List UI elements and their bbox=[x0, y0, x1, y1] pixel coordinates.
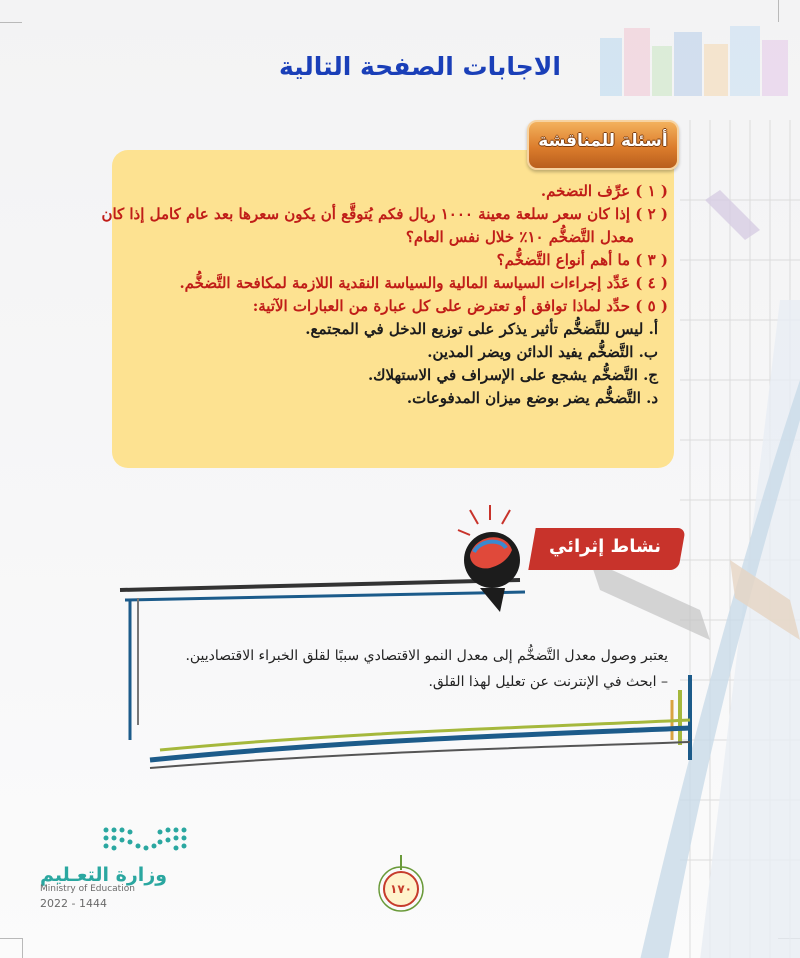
activity-line-1: يعتبر وصول معدل التَّضخُّم إلى معدل النمو الاقتصادي سببًا لقلق الخبراء الاقتصاديين. bbox=[185, 648, 668, 664]
discussion-questions bbox=[101, 180, 668, 410]
ministry-logo-icon bbox=[104, 828, 187, 851]
question-3: ( ٣ ) ما أهم أنواع التَّضخُّم؟ bbox=[496, 251, 668, 269]
question-4: ( ٤ ) عَدِّد إجراءات السياسة المالية والسياسة النقدية اللازمة لمكافحة التَّضخُّم. bbox=[179, 274, 668, 292]
discussion-heading-tab bbox=[527, 120, 679, 170]
statement-c: ج. التَّضخُّم يشجع على الإسراف في الاستهلاك. bbox=[367, 366, 658, 384]
discussion-heading: أسئلة للمناقشة bbox=[538, 131, 668, 151]
question-1: ( ١ ) عرِّف التضخم. bbox=[540, 182, 668, 200]
idea-head-icon bbox=[458, 505, 520, 612]
activity-line-2: – ابحث في الإنترنت عن تعليل لهذا القلق. bbox=[428, 674, 668, 690]
page-title: الاجابات الصفحة التالية bbox=[279, 52, 561, 81]
activity-heading: نشاط إثرائي bbox=[548, 536, 662, 557]
statement-b: ب. التَّضخُّم يفيد الدائن ويضر المدين. bbox=[427, 343, 658, 361]
ministry-year: 2022 - 1444 bbox=[40, 897, 107, 910]
activity-text bbox=[108, 643, 668, 695]
page-number: ١٧٠ bbox=[383, 871, 419, 907]
statement-d: د. التَّضخُّم يضر بوضع ميزان المدفوعات. bbox=[406, 389, 658, 407]
ministry-name-ar: وزارة التعـليم bbox=[40, 864, 168, 886]
ministry-name-en: Ministry of Education bbox=[40, 884, 135, 894]
statement-a: أ. ليس للتَّضخُّم تأثير يذكر على توزيع الدخل في المجتمع. bbox=[305, 320, 658, 338]
question-5: ( ٥ ) حدِّد لماذا توافق أو تعترض على كل عبارة من العبارات الآتية: bbox=[252, 297, 668, 315]
question-2-continued: معدل التَّضخُّم ١٠٪ خلال نفس العام؟ bbox=[405, 228, 634, 246]
question-2: ( ٢ ) إذا كان سعر سلعة معينة ١٠٠٠ ريال فكم يُتوقَّع أن يكون سعرها بعد عام كامل إذا كان bbox=[101, 205, 668, 223]
